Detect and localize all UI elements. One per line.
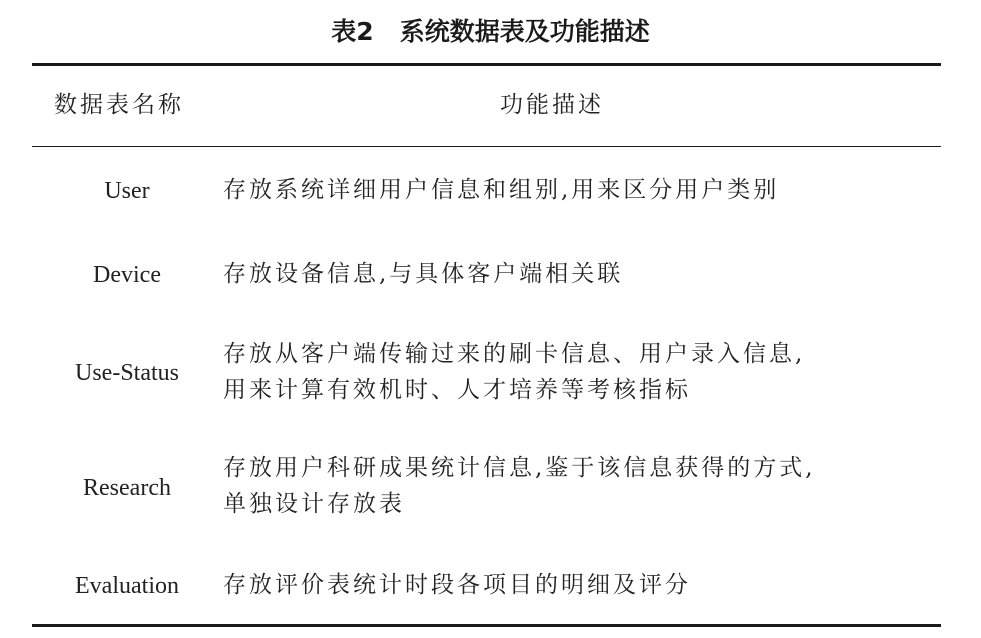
- table-title: 系统数据表及功能描述: [399, 17, 650, 46]
- table-caption: [0, 14, 981, 50]
- row-desc-line: 用来计算有效机时、人才培养等考核指标: [223, 377, 691, 403]
- row-desc-user: [223, 172, 923, 208]
- row-desc-evaluation: [223, 567, 923, 603]
- row-desc-line: 存放从客户端传输过来的刷卡信息、用户录入信息,: [223, 341, 806, 367]
- header-rule: [32, 146, 941, 147]
- top-rule: [32, 63, 941, 66]
- row-desc-use-status: [223, 336, 923, 408]
- row-desc-device: [223, 256, 923, 292]
- row-desc-line: 存放系统详细用户信息和组别,用来区分用户类别: [223, 177, 780, 203]
- row-desc-line: 存放评价表统计时段各项目的明细及评分: [223, 572, 691, 598]
- row-name-evaluation: Evaluation: [75, 573, 179, 599]
- row-name-device: Device: [93, 262, 161, 288]
- row-desc-line: 单独设计存放表: [223, 491, 405, 517]
- row-name-research: Research: [83, 475, 171, 501]
- header-function-description: 功能描述: [500, 92, 604, 118]
- row-name-use-status: Use-Status: [75, 360, 179, 386]
- row-name-user: User: [104, 178, 150, 204]
- bottom-rule: [32, 624, 941, 627]
- row-desc-line: 存放用户科研成果统计信息,鉴于该信息获得的方式,: [223, 455, 816, 481]
- header-table-name: 数据表名称: [54, 92, 184, 118]
- table-number: 表2: [331, 17, 374, 46]
- row-desc-research: [223, 450, 923, 522]
- row-desc-line: 存放设备信息,与具体客户端相关联: [223, 261, 624, 287]
